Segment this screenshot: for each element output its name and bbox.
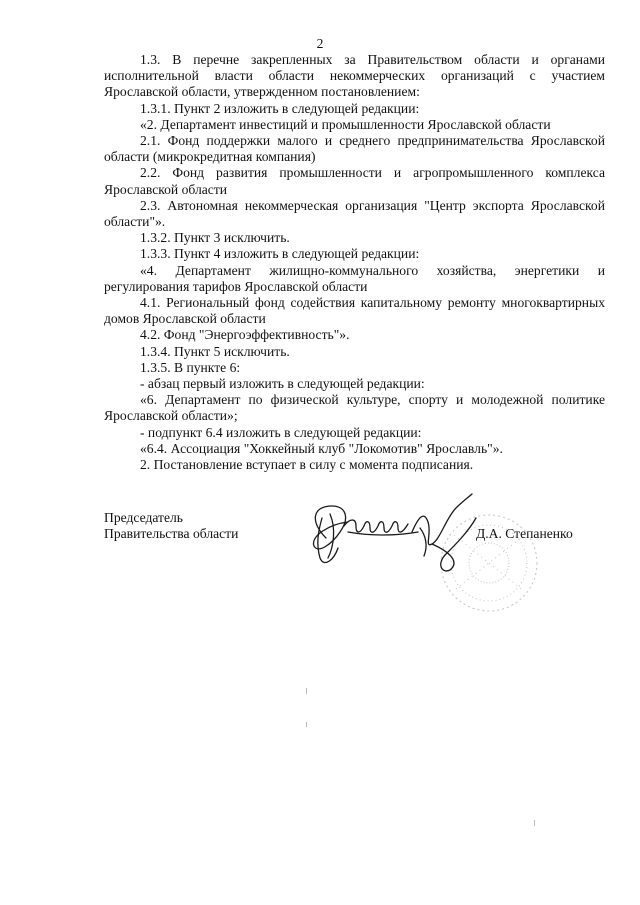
paragraph: 1.3.4. Пункт 5 исключить. bbox=[140, 343, 290, 359]
paragraph: 1.3. В перечне закрепленных за Правительством области и органами исполнительной власти области некоммерческих организаций с участием Ярославской области, утвержденном постановлением: bbox=[104, 52, 605, 100]
paragraph: 4.1. Региональный фонд содействия капитальному ремонту многоквартирных домов Ярославской области bbox=[104, 295, 605, 327]
handwritten-signature bbox=[300, 488, 500, 576]
paragraph: - подпункт 6.4 изложить в следующей редакции: bbox=[140, 424, 422, 440]
document-body bbox=[104, 52, 605, 473]
paragraph: «6. Департамент по физической культуре, спорту и молодежной политике Ярославской области»; bbox=[104, 392, 605, 424]
paragraph: 2. Постановление вступает в силу с момента подписания. bbox=[140, 457, 474, 473]
paragraph: 4.2. Фонд "Энергоэффективность"». bbox=[140, 327, 350, 343]
paragraph: 2.1. Фонд поддержки малого и среднего предпринимательства Ярославской области (микрокредитная компания) bbox=[104, 133, 605, 165]
scan-speck bbox=[306, 722, 307, 727]
scan-speck bbox=[306, 688, 307, 694]
paragraph: 1.3.5. В пункте 6: bbox=[140, 359, 241, 375]
paragraph: «6.4. Ассоциация "Хоккейный клуб "Локомотив" Ярославль"». bbox=[140, 440, 503, 456]
paragraph: 2.2. Фонд развития промышленности и агропромышленного комплекса Ярославской области bbox=[104, 165, 605, 197]
signatory-title-line2: Правительства области bbox=[104, 526, 239, 541]
page-number: 2 bbox=[316, 36, 324, 51]
paragraph: 2.3. Автономная некоммерческая организация "Центр экспорта Ярославской области"». bbox=[104, 197, 605, 230]
scan-speck bbox=[534, 820, 535, 826]
paragraph: «4. Департамент жилищно-коммунального хозяйства, энергетики и регулирования тарифов Ярославской области bbox=[104, 262, 605, 294]
paragraph: 1.3.1. Пункт 2 изложить в следующей редакции: bbox=[140, 100, 420, 116]
paragraph: 1.3.3. Пункт 4 изложить в следующей редакции: bbox=[140, 246, 420, 262]
paragraph: - абзац первый изложить в следующей редакции: bbox=[140, 376, 425, 392]
paragraph: 1.3.2. Пункт 3 исключить. bbox=[140, 230, 290, 246]
signatory-name: Д.А. Степаненко bbox=[476, 526, 573, 541]
signatory-title-line1: Председатель bbox=[104, 510, 183, 525]
paragraph: «2. Департамент инвестиций и промышленности Ярославской области bbox=[140, 116, 551, 132]
